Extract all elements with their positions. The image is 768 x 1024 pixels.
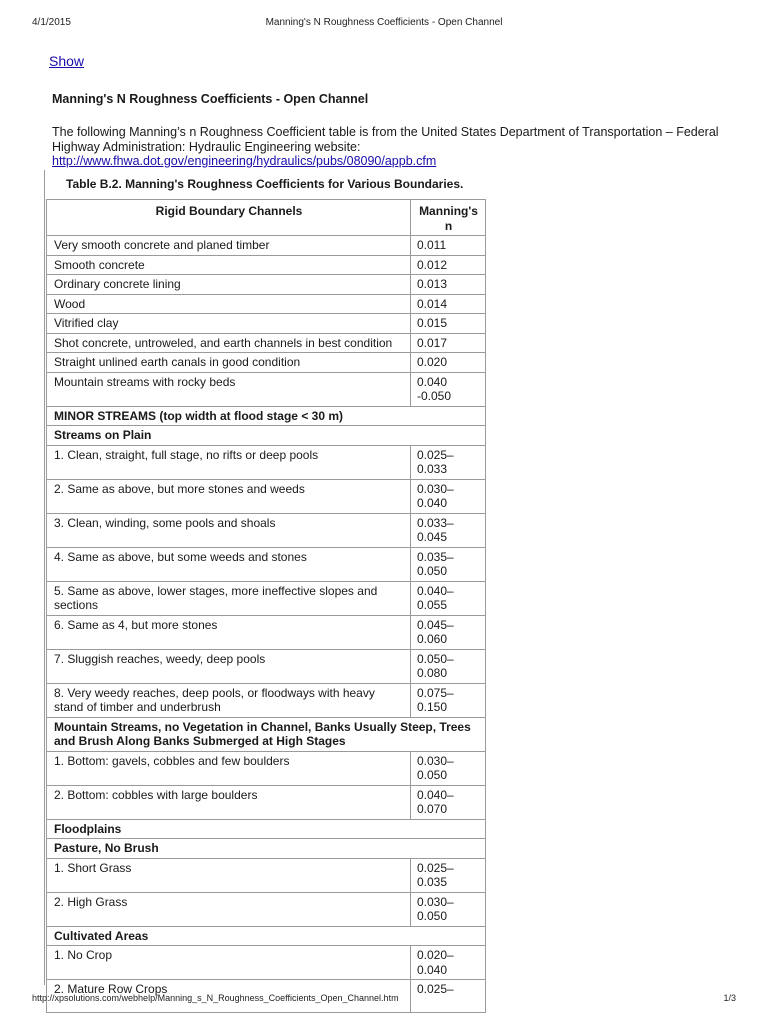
boundary-description: 4. Same as above, but some weeds and stones: [47, 547, 411, 581]
section-heading: Streams on Plain: [47, 426, 486, 446]
table-row: [47, 513, 486, 547]
boundary-description: 1. Bottom: gavels, cobbles and few boulders: [47, 751, 411, 785]
boundary-description: Smooth concrete: [47, 255, 411, 275]
mannings-n-value: 0.020–0.040: [411, 946, 486, 980]
mannings-n-value: 0.040–0.070: [411, 785, 486, 819]
mannings-n-value: 0.033–0.045: [411, 513, 486, 547]
mannings-n-value: 0.012: [411, 255, 486, 275]
boundary-description: 3. Clean, winding, some pools and shoals: [47, 513, 411, 547]
table-section-row: [47, 819, 486, 839]
boundary-description: 1. Short Grass: [47, 858, 411, 892]
boundary-description: 2. Mature Row Crops: [47, 980, 411, 1013]
boundary-description: 8. Very weedy reaches, deep pools, or floodways with heavy stand of timber and underbrush: [47, 683, 411, 717]
table-row: [47, 445, 486, 479]
mannings-n-value: 0.040 -0.050: [411, 372, 486, 406]
mannings-n-value: 0.075–0.150: [411, 683, 486, 717]
page-title: Manning's N Roughness Coefficients - Open Channel: [52, 92, 369, 106]
mannings-n-value: 0.035–0.050: [411, 547, 486, 581]
mannings-n-value: 0.030–0.040: [411, 479, 486, 513]
table-caption: Table B.2. Manning's Roughness Coefficients for Various Boundaries.: [66, 177, 464, 191]
boundary-description: 7. Sluggish reaches, weedy, deep pools: [47, 649, 411, 683]
table-row: [47, 785, 486, 819]
table-row: [47, 314, 486, 334]
boundary-description: Very smooth concrete and planed timber: [47, 236, 411, 256]
table-body: [47, 236, 486, 1013]
table-row: [47, 294, 486, 314]
table-row: [47, 255, 486, 275]
mannings-n-value: 0.013: [411, 275, 486, 295]
table-row: [47, 615, 486, 649]
boundary-description: Ordinary concrete lining: [47, 275, 411, 295]
table-section-row: [47, 717, 486, 751]
table-section-row: [47, 426, 486, 446]
roughness-table: [46, 199, 486, 1013]
mannings-n-value: 0.045–0.060: [411, 615, 486, 649]
table-row: [47, 892, 486, 926]
print-date: 4/1/2015: [32, 17, 71, 28]
section-heading: Cultivated Areas: [47, 926, 486, 946]
intro-paragraph: [52, 125, 742, 169]
table-row: [47, 751, 486, 785]
boundary-description: Wood: [47, 294, 411, 314]
mannings-n-value: 0.030–0.050: [411, 751, 486, 785]
print-page-number: 1/3: [723, 993, 736, 1003]
boundary-description: Shot concrete, untroweled, and earth channels in best condition: [47, 333, 411, 353]
boundary-description: 5. Same as above, lower stages, more ineffective slopes and sections: [47, 581, 411, 615]
boundary-description: Straight unlined earth canals in good condition: [47, 353, 411, 373]
table-row: [47, 547, 486, 581]
mannings-n-value: 0.015: [411, 314, 486, 334]
boundary-description: 2. Bottom: cobbles with large boulders: [47, 785, 411, 819]
table-row: [47, 333, 486, 353]
header-channel-type: Rigid Boundary Channels: [47, 200, 411, 236]
print-footer-url: http://xpsolutions.com/webhelp/Manning_s_N_Roughness_Coefficients_Open_Channel.htm: [32, 993, 399, 1003]
table-row: [47, 372, 486, 406]
mannings-n-value: 0.050–0.080: [411, 649, 486, 683]
mannings-n-value: 0.011: [411, 236, 486, 256]
table-row: [47, 649, 486, 683]
boundary-description: 6. Same as 4, but more stones: [47, 615, 411, 649]
section-heading: Floodplains: [47, 819, 486, 839]
content-border: [44, 170, 45, 985]
mannings-n-value: 0.025–: [411, 980, 486, 1013]
mannings-n-value: 0.025–0.035: [411, 858, 486, 892]
boundary-description: 2. High Grass: [47, 892, 411, 926]
table-row: [47, 946, 486, 980]
table-header-row: [47, 200, 486, 236]
table-row: [47, 353, 486, 373]
boundary-description: Mountain streams with rocky beds: [47, 372, 411, 406]
boundary-description: 1. Clean, straight, full stage, no rifts or deep pools: [47, 445, 411, 479]
mannings-n-value: 0.040–0.055: [411, 581, 486, 615]
section-heading: MINOR STREAMS (top width at flood stage < 30 m): [47, 406, 486, 426]
section-heading: Pasture, No Brush: [47, 839, 486, 859]
show-link[interactable]: Show: [49, 53, 85, 69]
table-section-row: [47, 406, 486, 426]
print-header-title: Manning's N Roughness Coefficients - Open Channel: [265, 17, 503, 28]
table-row: [47, 581, 486, 615]
mannings-n-value: 0.017: [411, 333, 486, 353]
mannings-n-value: 0.014: [411, 294, 486, 314]
boundary-description: 1. No Crop: [47, 946, 411, 980]
table-row: [47, 683, 486, 717]
table-row: [47, 236, 486, 256]
source-link[interactable]: http://www.fhwa.dot.gov/engineering/hydraulics/pubs/08090/appb.cfm: [52, 154, 437, 168]
mannings-n-value: 0.020: [411, 353, 486, 373]
table-section-row: [47, 926, 486, 946]
table-section-row: [47, 839, 486, 859]
mannings-n-value: 0.030–0.050: [411, 892, 486, 926]
table-row: [47, 858, 486, 892]
section-heading: Mountain Streams, no Vegetation in Channel, Banks Usually Steep, Trees and Brush Along Banks Submerged at High Stages: [47, 717, 486, 751]
intro-text: The following Manning’s n Roughness Coefficient table is from the United States Department of Transportation – Federal Highway Administration: Hydraulic Engineering website:: [52, 125, 719, 154]
header-mannings-n: Manning's n: [411, 200, 486, 236]
table-row: [47, 275, 486, 295]
mannings-n-value: 0.025–0.033: [411, 445, 486, 479]
boundary-description: Vitrified clay: [47, 314, 411, 334]
boundary-description: 2. Same as above, but more stones and weeds: [47, 479, 411, 513]
table-row: [47, 479, 486, 513]
